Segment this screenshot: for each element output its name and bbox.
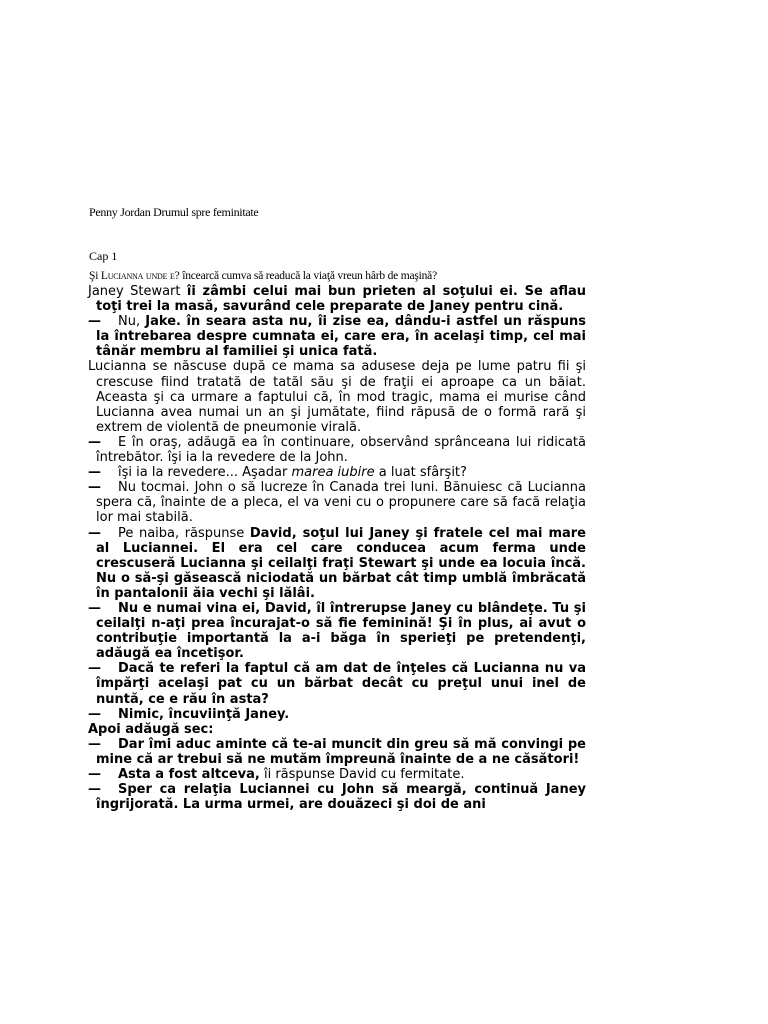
em-dash: — [88,706,101,722]
paragraph-1 [88,284,586,314]
opening-rest: ? încearcă cumva să readucă la viaţă vreun hârb de maşină? [174,270,437,282]
p7-bold: David, soţul lui Janey şi fratele cel mai mare al Luciannei. El era cel care conducea acum ferma unde crescuseră Lucianna şi ceilalţi fraţi Stewart şi unde ea locuia încă. Nu o să-şi găsească niciodată un bărbat cât timp umblă îmbrăcată în pantalonii ăia vechi şi lălâi. [96,525,587,601]
em-dash: — [88,525,101,541]
dialog-line-2 [88,314,586,359]
dialog-line-14 [88,782,586,812]
em-dash: — [88,434,101,450]
p5-rest: a luat sfârşit? [374,465,467,481]
p9-text: Dacă te referi la faptul că am dat de înţeles că Lucianna nu va împărţi acelaşi pat cu un bărbat decât cu preţul unui inel de nuntă, ce e rău în asta? [96,661,586,707]
p1-bold: îi zâmbi celui mai bun prieten al soţului ei. Se aflau toţi trei la masă, savurând cele preparate de Janey pentru cină. [96,284,587,315]
p6-text: Nu tocmai. John o să lucreze în Canada trei luni. Bănuiesc că Lucianna spera că, înainte de a pleca, el va veni cu o propunere care să facă relaţia lor mai stabilă. [96,480,586,526]
p10-text: Nimic, încuviinţă Janey. [118,706,290,722]
p12-text: Dar îmi aduc aminte că te-ai muncit din greu să mă convingi pe mine că ar trebui să ne mutăm împreună înainte de a ne căsători! [96,736,586,767]
p1-plain: Janey Stewart [88,284,187,299]
p2-plain: Nu, [118,314,146,330]
em-dash: — [88,736,101,752]
dialog-line-9 [88,661,586,706]
dialog-line-4 [88,435,586,465]
em-dash: — [88,465,101,481]
p8-bold: Nu e numai vina ei, David, îl întrerupse Janey cu blândeţe. Tu şi ceilalţi n-aţi prea încurajat-o să fie feminină! Şi în plus, ai avut o contribuţie importantă la a-i băga în sperieţi pe pretendenţi, [96,600,586,647]
chapter-title: Cap 1 [89,249,118,263]
dialog-line-5 [88,465,586,480]
paragraph-11: Apoi adăugă sec: [88,721,214,737]
paragraph-3: Lucianna se născuse după ce mama sa adusese deja pe lume patru fii şi crescuse fiind tratată de tatăl său şi de fraţii ei aproape ca un băiat. Aceasta şi ca urmare a faptului că, în mod tragic, mama ei murise când Lucianna avea numai un an şi jumătate, fiind răpusă de o formă rară şi extrem de violentă de pneumonie virală. [88,359,586,435]
opening-start: Şi [89,270,101,282]
dialog-line-6 [88,480,586,525]
p4-text: E în oraş, adăugă ea în continuare, observând sprânceana lui ridicată întrebător. îşi ia la revedere de la John. [96,434,586,466]
em-dash: — [88,480,101,496]
opening-line [89,270,689,282]
em-dash: — [88,314,101,330]
p5-italic: marea iubire [291,465,375,481]
dialog-line-13 [88,767,586,782]
em-dash: — [88,600,101,616]
em-dash: — [88,767,101,782]
p13-rest: îi răspunse David cu fermitate. [259,767,465,782]
p8-rest: adăugă ea încetişor. [96,646,244,662]
dialog-line-12 [88,737,586,767]
p13-bold: Asta a fost altceva, [118,767,260,782]
em-dash: — [88,782,101,798]
p5-plain: îşi ia la revedere... Aşadar [118,465,292,481]
p2-bold: Jake. în seara asta nu, îi zise ea, dându-i astfel un răspuns la întrebarea despre cumnata ei, care era, în acelaşi timp, cel mai tânăr membru al familiei şi unica fată. [96,314,586,360]
p14-text: Sper ca relaţia Luciannei cu John să meargă, continuă Janey îngrijorată. La urma urmei, are douăzeci şi doi de ani [96,782,586,813]
dialog-line-8 [88,601,586,661]
body-text [88,284,586,812]
running-header: Penny Jordan Drumul spre feminitate [89,205,259,219]
em-dash: — [88,661,101,677]
dialog-line-7 [88,526,586,601]
opening-smallcaps: Lucianna unde e [100,270,175,282]
dialog-line-10 [88,707,586,722]
p7-plain: Pe naiba, răspunse [118,525,250,541]
